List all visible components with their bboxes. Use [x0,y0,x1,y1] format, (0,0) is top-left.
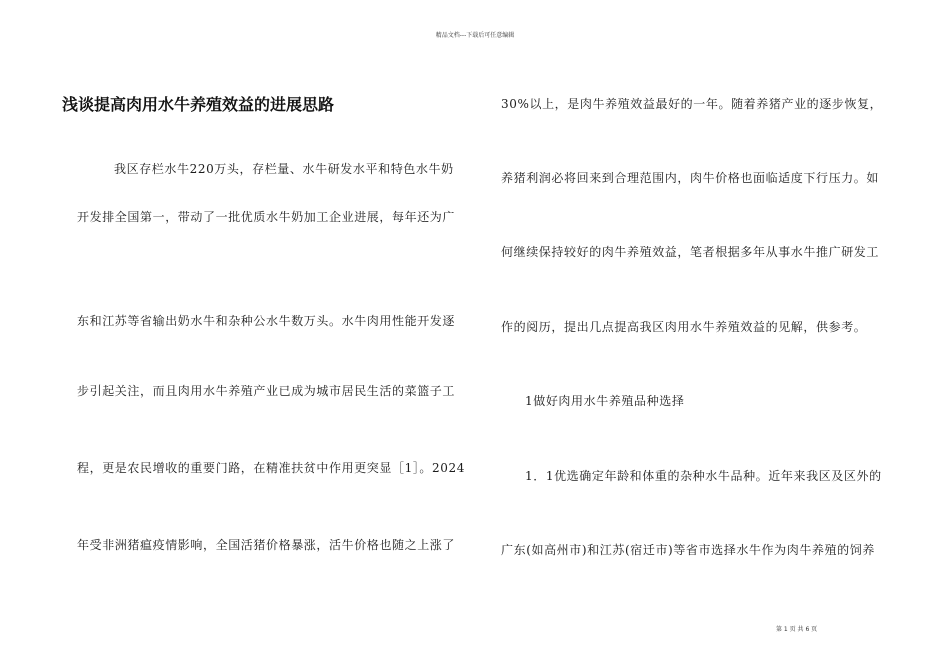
body-line: 养猪利润必将回来到合理范围内，肉牛价格也面临适度下行压力。如 [501,171,880,185]
body-line: 东和江苏等省输出奶水牛和杂种公水牛数万头。水牛肉用性能开发逐 [77,314,456,328]
section-heading: 1做好肉用水牛养殖品种选择 [525,394,685,408]
subsection-heading: 1．1优选确定年龄和体重的杂种水牛品种。近年来我区及区外的 [525,469,882,483]
body-line: 步引起关注，而且肉用水牛养殖产业已成为城市居民生活的菜篮子工 [77,384,456,398]
body-line: 30%以上，是肉牛养殖效益最好的一年。随着养猪产业的逐步恢复， [501,97,883,111]
body-line: 程，更是农民增收的重要门路，在精准扶贫中作用更突显［1］。2024 [77,461,465,475]
body-line: 何继续保持较好的肉牛养殖效益，笔者根据多年从事水牛推广研发工 [501,245,880,259]
body-line: 作的阅历，提出几点提高我区肉用水牛养殖效益的见解，供参考。 [501,320,867,334]
body-line: 开发排全国第一，带动了一批优质水牛奶加工企业进展，每年还为广 [77,210,456,224]
body-line: 年受非洲猪瘟疫情影响，全国活猪价格暴涨，活牛价格也随之上涨了 [77,538,456,552]
page-number: 第 1 页 共 6 页 [776,626,818,633]
page-header: 精品文档---下载后可任意编辑 [435,32,515,39]
document-title: 浅谈提高肉用水牛养殖效益的进展思路 [62,95,335,114]
body-line: 广东(如高州市)和江苏(宿迁市)等省市选择水牛作为肉牛养殖的饲养 [501,543,875,557]
body-line: 我区存栏水牛220万头，存栏量、水牛研发水平和特色水牛奶 [114,162,454,176]
